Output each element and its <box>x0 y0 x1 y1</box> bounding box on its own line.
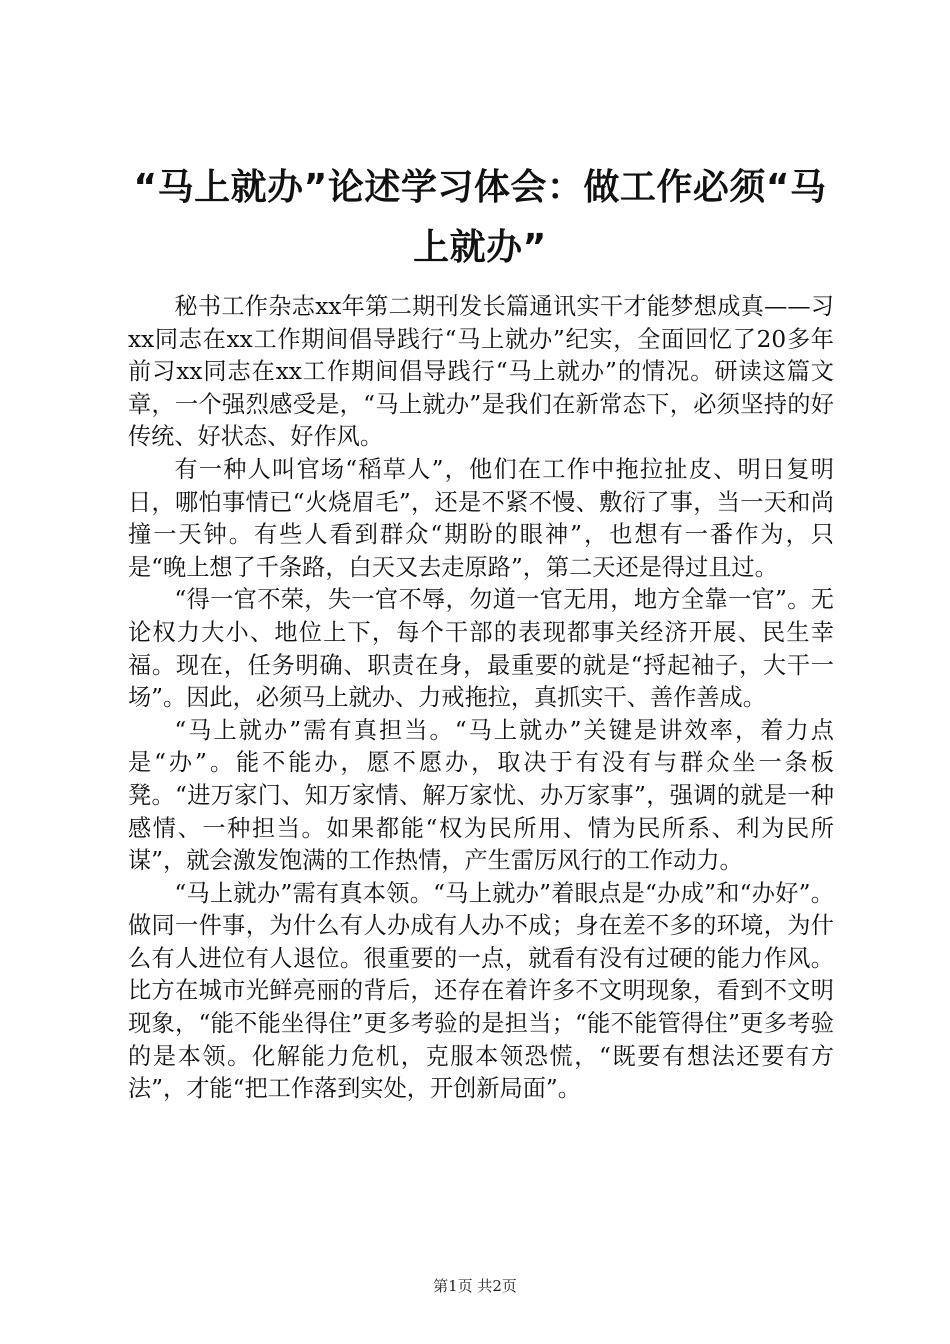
paragraph: “马上就办”需有真本领。“马上就办”着眼点是“办成”和“办好”。做同一件事，为什么有人办成有人办不成；身在差不多的环境，为什么有人进位有人退位。很重要的一点，就看有没有过硬的能力作风。比方在城市光鲜亮丽的背后，还存在着许多不文明现象，看到不文明现象，“能不能坐得住”更多考验的是担当；“能不能管得住”更多考验的是本领。化解能力危机，克服本领恐慌，“既要有想法还要有方法”，才能“把工作落到实处，开创新局面”。 <box>128 879 834 1103</box>
paragraph: 有一种人叫官场“稻草人”，他们在工作中拖拉扯皮、明日复明日，哪怕事情已“火烧眉毛”，还是不紧不慢、敷衍了事，当一天和尚撞一天钟。有些人看到群众“期盼的眼神”，也想有一番作为，只是“晚上想了千条路，白天又去走原路”，第二天还是得过且过。 <box>128 455 834 581</box>
paragraph: “得一官不荣，失一官不辱，勿道一官无用，地方全靠一官”。无论权力大小、地位上下，每个干部的表现都事关经济开展、民生幸福。现在，任务明确、职责在身，最重要的就是“捋起袖子，大干一场”。因此，必须马上就办、力戒拖拉，真抓实干、善作善成。 <box>128 586 834 712</box>
paragraph: “马上就办”需有真担当。“马上就办”关键是讲效率，着力点是“办”。能不能办，愿不愿办，取决于有没有与群众坐一条板凳。“进万家门、知万家情、解万家忧、办万家事”，强调的就是一种感情、一种担当。如果都能“权为民所用、情为民所系、利为民所谋”，就会激发饱满的工作热情，产生雷厉风行的工作动力。 <box>128 716 834 875</box>
document-body <box>128 291 834 1106</box>
page-number-footer: 第1页 共2页 <box>433 1277 517 1295</box>
paragraph: 秘书工作杂志xx年第二期刊发长篇通讯实干才能梦想成真——习xx同志在xx工作期间倡导践行“马上就办”纪实，全面回忆了20多年前习xx同志在xx工作期间倡导践行“马上就办”的情况。研读这篇文章，一个强烈感受是，“马上就办”是我们在新常态下，必须坚持的好传统、好状态、好作风。 <box>128 293 834 451</box>
document-title: “马上就办”论述学习体会：做工作必须“马上就办” <box>133 167 827 268</box>
